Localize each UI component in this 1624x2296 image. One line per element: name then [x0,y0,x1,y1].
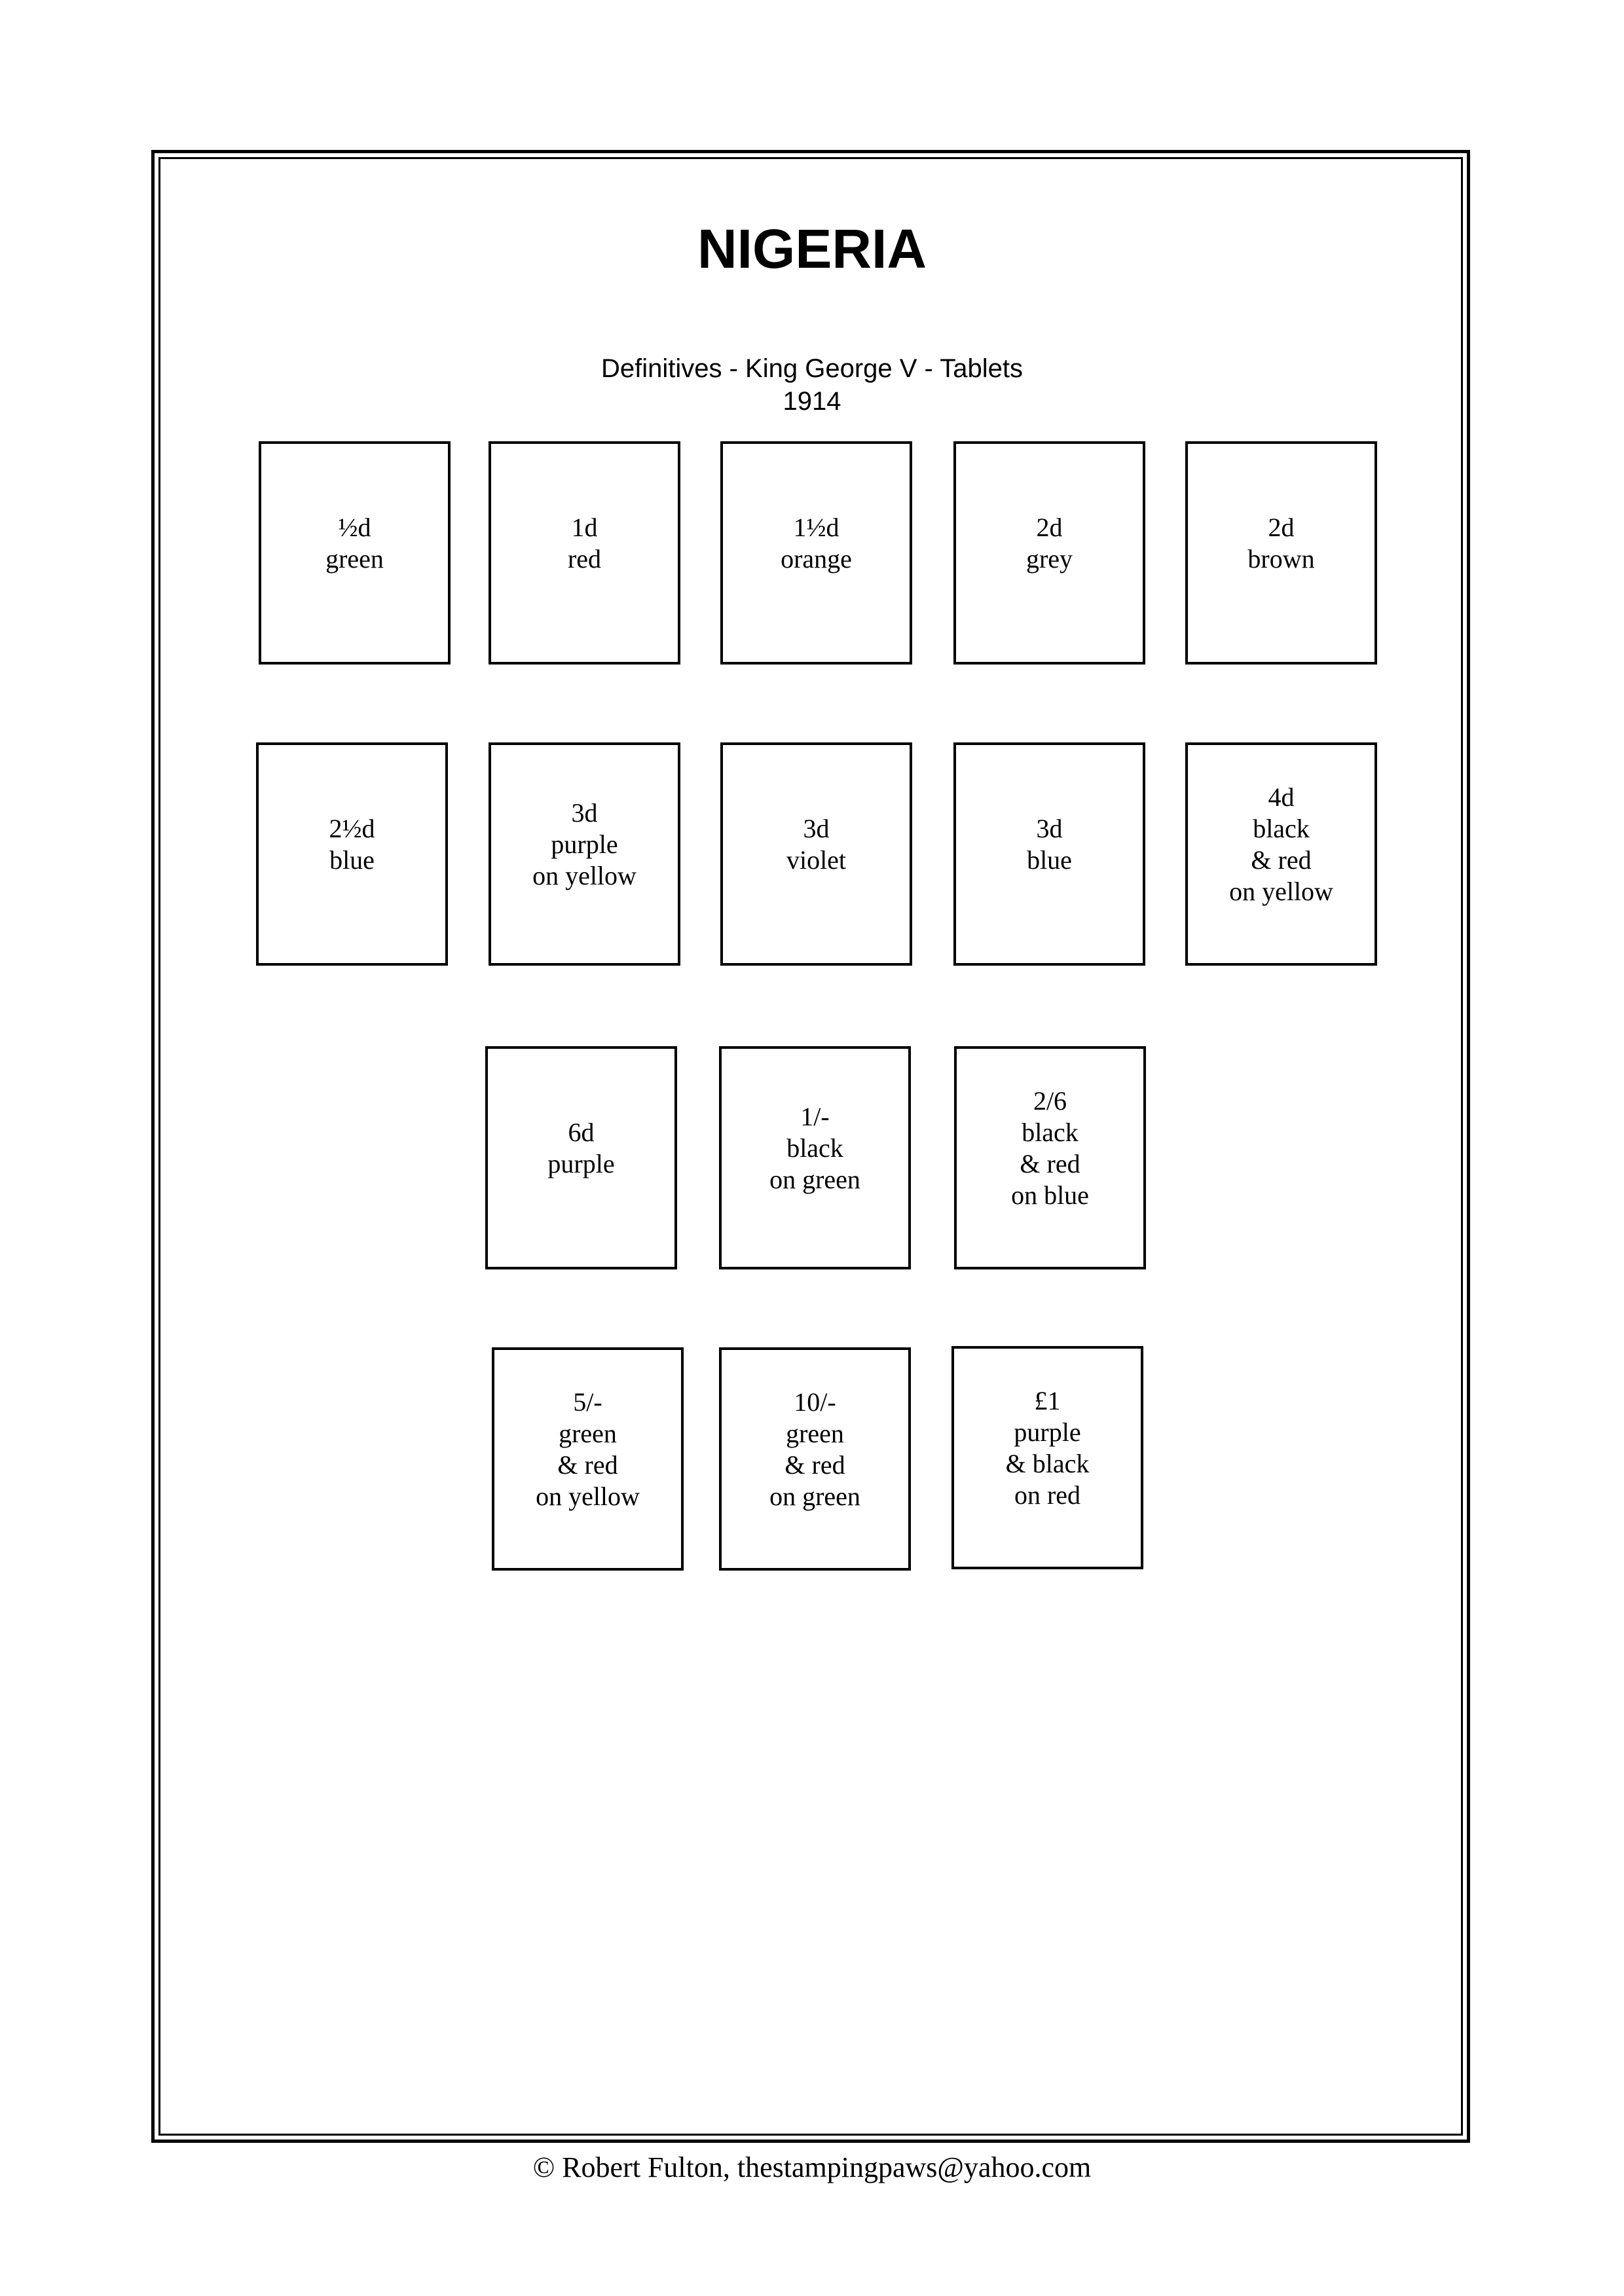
stamp-color-secondary: & red [1251,845,1312,875]
stamp-space [719,1046,911,1269]
copyright-footer: © Robert Fulton, thestampingpaws@yahoo.com [532,2151,1092,2183]
stamp-space [256,742,448,966]
stamp-paper: on yellow [1229,876,1333,906]
stamp-space [720,441,912,665]
stamp-paper: on green [769,1164,860,1194]
subtitle-issue: Definitives - King George V - Tablets [600,354,1023,383]
stamp-paper: on red [1014,1480,1081,1510]
stamp-value: 5/- [573,1387,602,1417]
stamp-value: 3d [1036,813,1063,843]
stamp-paper: on yellow [532,860,637,890]
stamp-color: purple [1014,1417,1081,1447]
page-title: NIGERIA [697,218,927,280]
stamp-value: 1d [571,512,598,542]
stamp-color: blue [329,845,375,875]
stamp-paper: on blue [1011,1180,1089,1210]
stamp-space [489,742,680,966]
stamp-value: 3d [571,797,598,828]
stamp-color: green [325,543,384,574]
stamp-space [953,441,1145,665]
stamp-color: purple [547,1148,615,1178]
stamp-value: 1/- [800,1101,830,1131]
stamp-color: blue [1027,845,1072,875]
subtitle-year: 1914 [783,387,841,416]
stamp-paper: on yellow [536,1481,640,1511]
stamp-color: orange [781,543,852,574]
stamp-value: 2d [1268,512,1295,542]
stamp-color-secondary: & red [1020,1148,1080,1178]
stamp-color-secondary: & red [784,1449,845,1480]
stamp-space [489,441,680,665]
stamp-value: ½d [338,512,371,542]
stamp-value: 10/- [794,1387,836,1417]
stamp-space [1185,441,1377,665]
stamp-paper: on green [769,1481,860,1511]
stamp-color: purple [551,829,618,859]
stamp-space [719,1347,911,1571]
stamp-color: green [786,1418,844,1448]
stamp-space [720,742,912,966]
stamp-value: 6d [568,1117,595,1147]
stamp-space [954,1046,1146,1269]
stamp-value: 2½d [329,813,375,843]
stamp-value: 4d [1268,782,1295,812]
stamp-value: 2d [1036,512,1063,542]
stamp-value: £1 [1034,1385,1061,1415]
stamp-space [951,1346,1143,1569]
stamp-color-secondary: & red [557,1449,618,1480]
stamp-color: brown [1247,543,1315,574]
stamp-space [492,1347,684,1571]
stamp-color: red [567,543,602,574]
stamp-space [485,1046,677,1269]
stamp-space [1185,742,1377,966]
stamp-color: grey [1025,543,1073,574]
stamp-value: 2/6 [1033,1085,1067,1116]
stamp-color: black [1253,813,1310,843]
stamp-color: green [559,1418,617,1448]
stamp-color: black [786,1133,843,1163]
stamp-color-secondary: & black [1005,1448,1090,1478]
stamp-color: black [1022,1117,1079,1147]
stamp-space [259,441,451,665]
stamp-space [953,742,1145,966]
page-subtitle [0,352,1624,418]
stamp-value: 3d [803,813,830,843]
stamp-color: violet [786,845,847,875]
stamp-value: 1½d [793,512,840,542]
